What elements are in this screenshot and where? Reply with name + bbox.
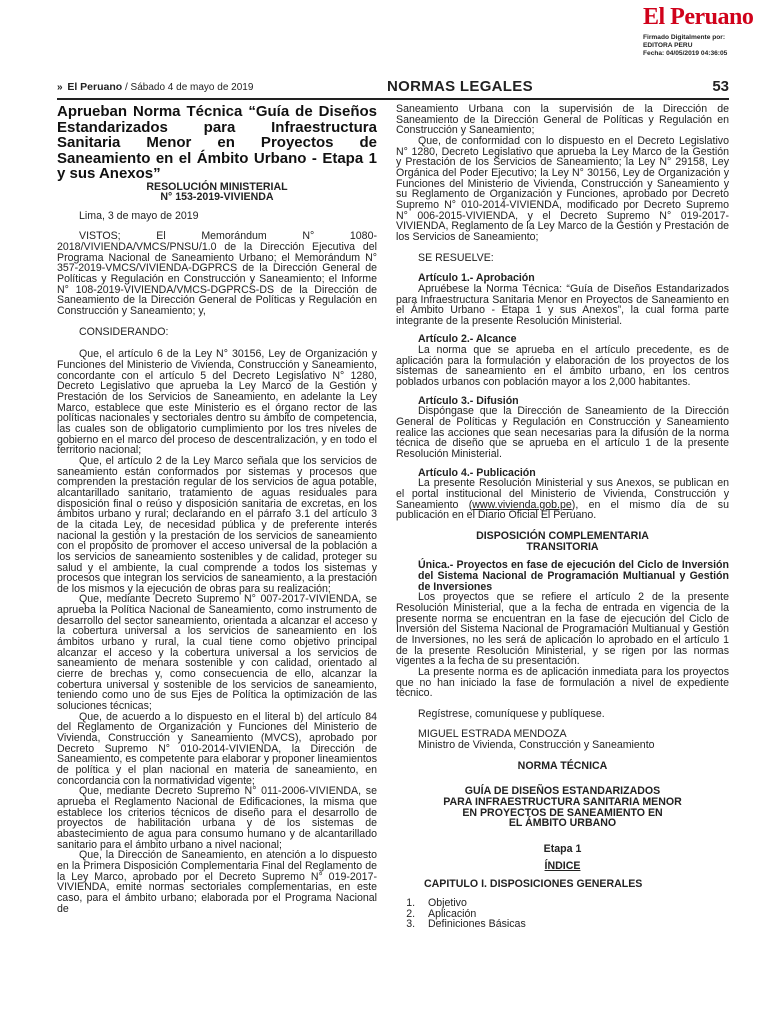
norma-tecnica-heading: NORMA TÉCNICA [517,759,608,772]
publication-date: / Sábado 4 de mayo de 2019 [122,82,254,93]
article-2-text: La norma que se aprueba en el artículo precedente, es de aplicación para la formulación y elaboración de los proyectos de los sistemas de saneamiento en el ámbito urbano, en los centros poblados urbanos con población mayor a los 2,000 habitantes. [396,344,729,389]
section-title: NORMAS LEGALES [387,78,533,95]
paragraph: Que, de acuerdo a lo dispuesto en el literal b) del artículo 84 del Reglamento de Organización y Funciones del Ministerio de Vivienda, Construcción y Saneamiento (MVCS), aprobado por Decreto Supremo N° 010-2014-VIVIENDA, la Dirección de Saneamiento, es competente para elaborar y proponer lineamientos de política y el plan nacional en materia de saneamiento, en concordancia con la normatividad vigente; [57,710,377,787]
vivienda-website-link[interactable]: www.vivienda.gob.pe [472,498,572,511]
article-4-heading: Artículo 4.- Publicación [418,466,536,479]
signer-role: Ministro de Vivienda, Construcción y Saneamiento [418,739,655,752]
signer-name: MIGUEL ESTRADA MENDOZA [418,728,567,741]
article-4-text [396,478,729,521]
paragraph: VISTOS; El Memorándum N° 1080-2018/VIVIENDA/VMCS/PNSU/1.0 de la Dirección Ejecutiva del Programa Nacional de Saneamiento Urbano; el Memorándum N° 357-2019-VMCS/VIVIENDA-DGPRCS de la Dirección General de Políticas y Regulación en Construcción y Saneamiento; el Informe N° 108-2019-VIVIENDA/VMCS-DGPRCS-DS de la Dirección de Saneamiento de la Dirección General de Políticas y Regulación en Construcción y Saneamiento; y, [57,230,377,318]
resolution-number: N° 153-2019-VIVIENDA [160,191,274,204]
article-2-heading: Artículo 2.- Alcance [418,333,517,346]
paragraph: Que, el artículo 6 de la Ley N° 30156, Ley de Organización y Funciones del Ministerio de Vivienda, Construcción y Saneamiento, concordante con el artículo 5 del Decreto Legislativo N° 1280, Decreto Legislativo que aprueba la Ley Marco de la Gestión y Prestación de los Servicios de Saneamiento, en adelante la Ley Marco, establece que este Ministerio es el órgano rector de las políticas nacionales y sectoriales dentro su ámbito de competencia, las cuales son de obligatorio cumplimiento por los tres niveles de gobierno en el marco del proceso de descentralización, y en todo el territorio nacional; [57,348,377,457]
paragraph: Saneamiento Urbana con la supervisión de la Dirección de Saneamiento de la Dirección General de Políticas y Regulación en Construcción y Saneamiento; [396,103,729,137]
article-3-heading: Artículo 3.- Difusión [418,394,519,407]
paragraph: La presente norma es de aplicación inmediata para los proyectos que no han iniciado la fase de formulación a nivel de expediente técnico. [396,665,729,700]
list-item: 2. Aplicación [418,909,729,920]
el-peruano-logo: El Peruano [643,4,754,30]
article-4-text-a: La presente Resolución Ministerial y sus Anexos, se publican en el portal institucional del Ministerio de Vivienda, Construcción y Saneamiento ( [396,477,729,511]
article-1-heading: Artículo 1.- Aprobación [418,272,535,285]
paragraph: Que, de conformidad con lo dispuesto en el Decreto Legislativo N° 1280, Decreto Legislativo que aprueba la Ley Marco de la Gestión y Prestación de los Servicios de Saneamiento; la Ley N° 29158, Ley Orgánica del Poder Ejecutivo; la Ley N° 30156, Ley de Organización y Funciones del Ministerio de Vivienda, Construcción y Saneamiento y su Reglamento de Organización y Funciones, aprobado por Decreto Supremo N° 010-2014-VIVIENDA, modificado por Decreto Supremo N° 006-2015-VIVIENDA, y el Decreto Supremo N° 019-2017-VIVIENDA, Reglamento de la Ley Marco de la Gestión y Prestación de los Servicios de Saneamiento; [396,134,729,243]
paragraph: Que, mediante Decreto Supremo N° 011-2006-VIVIENDA, se aprueba el Reglamento Nacional de Edificaciones, la misma que establece los criterios técnicos de diseño para el desarrollo de proyectos de habilitación urbana y de los sistemas de abastecimiento de agua para consumo humano y de alcantarillado sanitario para el ámbito urbano a nivel nacional; [57,785,377,851]
article-4-text-b: ), en el mismo día de su publicación en el Diario Oficial El Peruano. [396,498,729,522]
place-date: Lima, 3 de mayo de 2019 [79,209,199,222]
guia-title-line: PARA INFRAESTRUCTURA SANITARIA MENOR [443,796,682,809]
list-item: 3. Definiciones Básicas [418,919,729,930]
index-list [396,898,729,930]
paragraph: Los proyectos que se refiere el artículo 2 de la presente Resolución Ministerial, que a la fecha de entrada en vigencia de la presente norma se encuentran en la fase de ejecución del Ciclo de Inversión del Sistema Nacional de Programación Multianual y Gestión de Inversiones, no les será de aplicación lo aprobado en el artículo 1 de la presente Resolución Ministerial, y se rigen por las normas vigentes a la fecha de su presentación. [396,591,729,668]
considerando-heading: CONSIDERANDO: [79,325,169,338]
resolution-heading: RESOLUCIÓN MINISTERIAL [146,180,288,193]
disposicion-heading: DISPOSICIÓN COMPLEMENTARIA [476,529,649,542]
header-divider [57,98,729,100]
page-header [57,78,729,98]
paragraph: Que, mediante Decreto Supremo N° 007-2017-VIVIENDA, se aprueba la Política Nacional de Saneamiento, como instrumento de desarrollo del sector saneamiento, orientada a alcanzar el acceso y la cobertura universal a los servicios de saneamiento en los ámbitos urbano y rural, la cual tiene como objetivo principal alcanzar el acceso y la cobertura universal a los servicios de saneamiento de menara sostenible y con calidad, orientado al cierre de brechas y, como consecuencia de ello, alcanzar la cobertura universal y sostenible de los servicios de saneamiento, teniendo como uno de sus Ejes de Política la optimización de las soluciones técnicas; [57,593,377,713]
chevron-icon: » [57,82,63,93]
registrese: Regístrese, comuníquese y publíquese. [418,707,605,720]
se-resuelve: SE RESUELVE: [418,251,494,264]
right-column [396,104,729,930]
page-number: 53 [712,78,729,95]
paragraph: Que, el artículo 2 de la Ley Marco señala que los servicios de saneamiento están conformados por sistemas y procesos que comprenden la prestación regular de los servicios de agua potable, alcantarillado sanitario, tratamiento de aguas residuales para disposición final o reúso y disposición sanitaria de excretas, en los ámbitos urbano y rural; declarando en el párrafo 3.1 del artículo 3 de la citada Ley, de necesidad pública y de preferente interés nacional la gestión y la prestación de los servicios de saneamiento con el propósito de promover el acceso universal de la población a los servicios de saneamiento sostenibles y de calidad, proteger su salud y el ambiente, la cual comprende a todos los sistemas y procesos que integran los servicios de saneamiento, a la prestación de los mismos y la ejecución de obras para su realización; [57,454,377,595]
signature-line: Fecha: 04/05/2019 04:36:05 [643,50,728,57]
digital-signature-stamp [643,34,763,58]
article-1-text: Apruébese la Norma Técnica: “Guía de Diseños Estandarizados para Infraestructura Sanitaria Menor en Proyectos de Saneamiento en el Ámbito Urbano - Etapa 1 y sus Anexos”, la cual forma parte integrante de la presente Resolución Ministerial. [396,282,729,327]
article-3-text: Dispóngase que la Dirección de Saneamiento de la Dirección General de Políticas y Regulación en Construcción y Saneamiento realice las acciones que sean necesarias para la difusión de la norma técnica de diseño que se aprueba en el artículo 1 de la presente Resolución Ministerial. [396,405,729,461]
etapa-heading: Etapa 1 [543,843,582,856]
left-column [57,104,377,914]
indice-heading: ÍNDICE [544,859,581,872]
paragraph: Que, la Dirección de Saneamiento, en atención a lo dispuesto en la Primera Disposición Complementaria Final del Reglamento de la Ley Marco, aprobado por el Decreto Supremo N° 019-2017-VIVIENDA, emite normas sectoriales complementarias, en este caso, para el ámbito urbano; elaborada por el Programa Nacional de [57,849,377,915]
unica-heading: Única.- Proyectos en fase de ejecución del Ciclo de Inversión del Sistema Nacional de Programación Multianual y Gestión de Inversiones [418,559,729,593]
publication-info [57,81,253,93]
disposicion-subheading: TRANSITORIA [526,540,599,553]
signature-line: Firmado Digitalmente por: [643,34,726,41]
capitulo-heading: CAPITULO I. DISPOSICIONES GENERALES [424,878,643,891]
guia-title-line: EL ÁMBITO URBANO [508,817,617,830]
signature-line: EDITORA PERU [643,42,693,49]
guia-title-line: EN PROYECTOS DE SANEAMIENTO EN [462,806,663,819]
article-title: Aprueban Norma Técnica “Guía de Diseños Estandarizados para Infraestructura Sanitaria Menor en Proyectos de Saneamiento en el Ámbito Urbano - Etapa 1 y sus Anexos” [57,103,377,182]
guia-title-line: GUÍA DE DISEÑOS ESTANDARIZADOS [464,785,661,798]
publication-name: El Peruano [67,81,123,93]
list-item: 1. Objetivo [418,898,729,909]
